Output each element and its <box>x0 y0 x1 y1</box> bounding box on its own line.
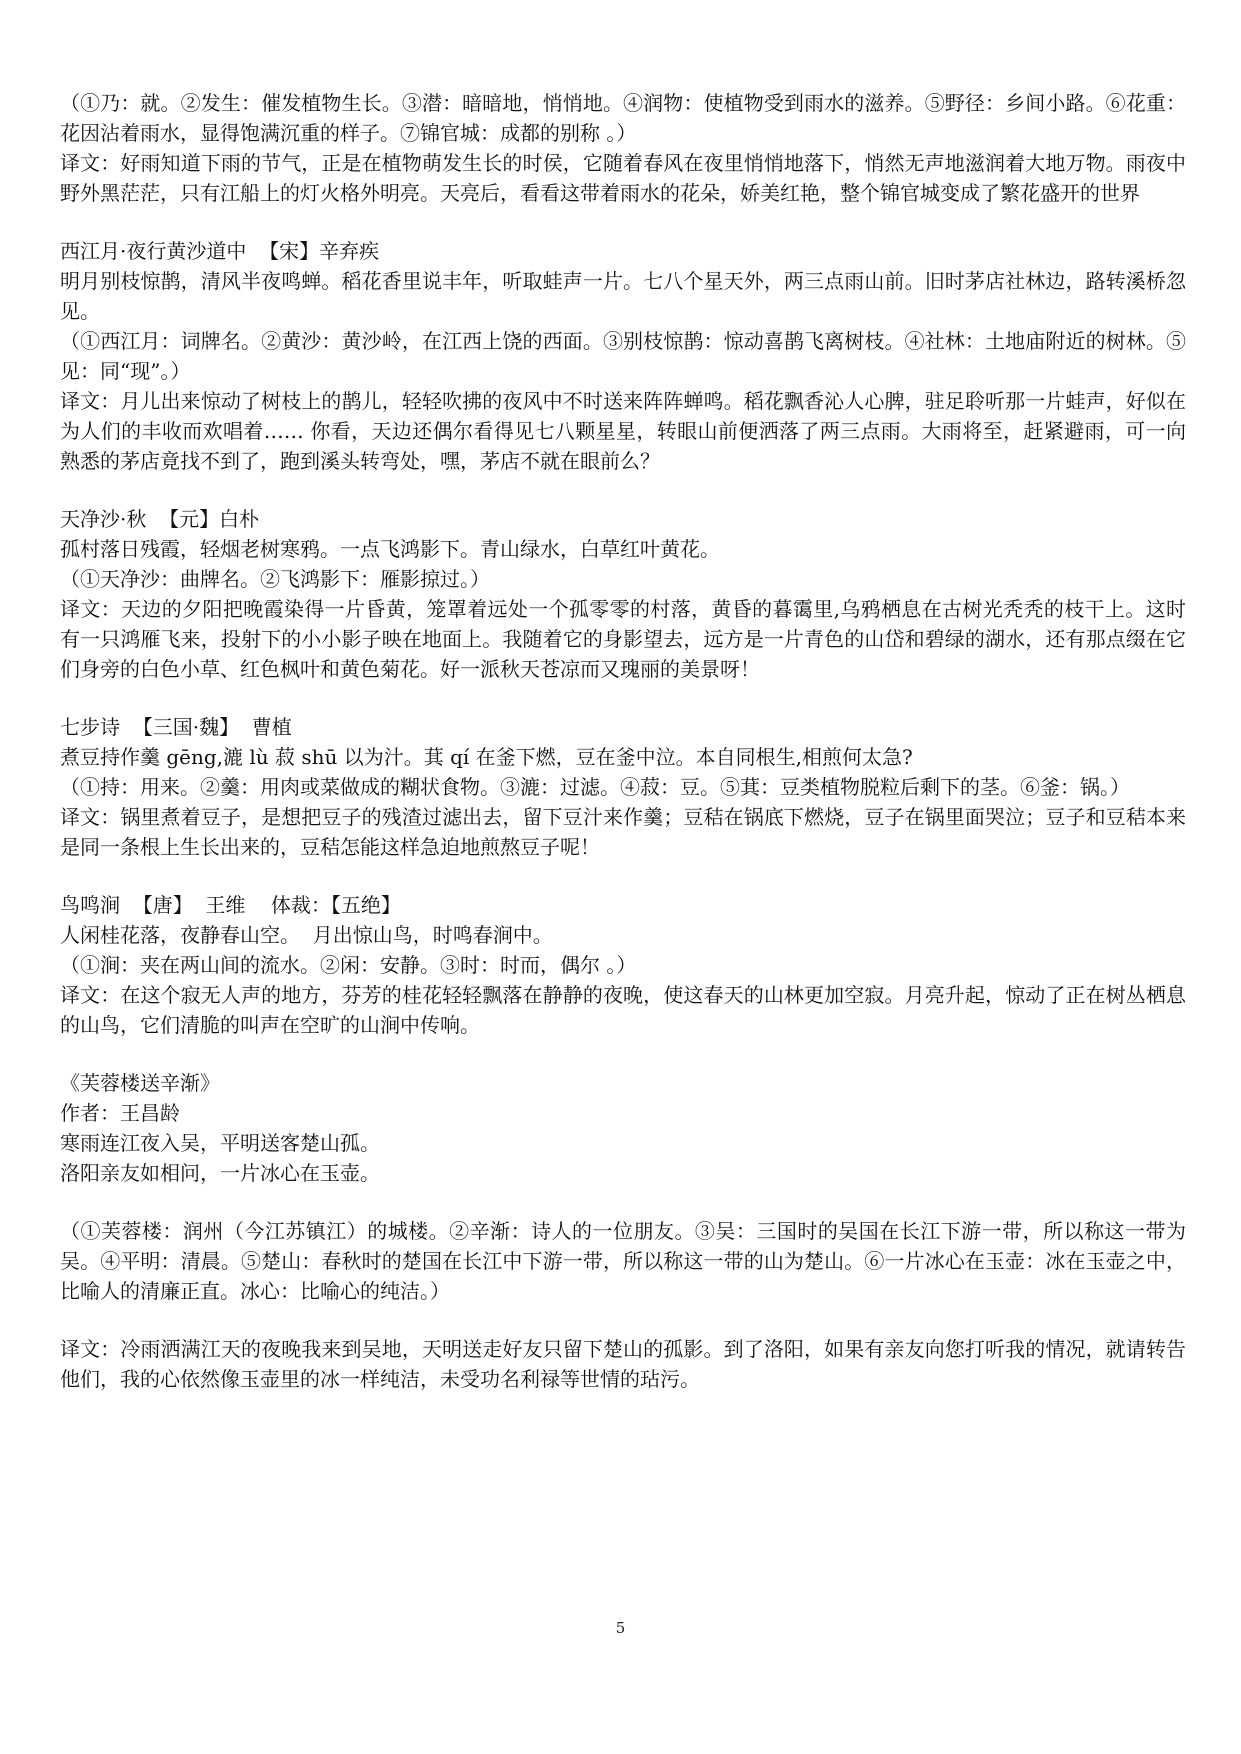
section5-title: 鸟鸣涧 【唐】 王维 体裁：【五绝】 <box>60 893 401 917</box>
spacer <box>60 476 1186 504</box>
section3-title: 天净沙·秋 【元】白朴 <box>60 507 260 531</box>
section1-notes: （①乃：就。②发生：催发植物生长。③潜：暗暗地，悄悄地。④润物：使植物受到雨水的滋养。⑤野径：乡间小路。⑥花重：花因沾着雨水，显得饱满沉重的样子。⑦锦官城：成都的别称 。） <box>60 91 1186 145</box>
section4-poem: 煮豆持作羹 gēng,漉 lù 菽 shū 以为汁。萁 qí 在釜下燃，豆在釜中泣。本自同根生,相煎何太急? <box>60 745 913 769</box>
section2-notes: （①西江月：词牌名。②黄沙：黄沙岭，在江西上饶的西面。③别枝惊鹊：惊动喜鹊飞离树枝。④社林：土地庙附近的树林。⑤见：同“现”。） <box>60 329 1186 383</box>
section6-poem-line1: 寒雨连江夜入吴，平明送客楚山孤。 <box>60 1131 380 1155</box>
section5-poem: 人闲桂花落，夜静春山空。 月出惊山鸟，时鸣春涧中。 <box>60 923 553 947</box>
section5-notes: （①涧：夹在两山间的流水。②闲：安静。③时：时而，偶尔 。） <box>60 953 637 977</box>
section3-poem: 孤村落日残霞，轻烟老树寒鸦。一点飞鸿影下。青山绿水，白草红叶黄花。 <box>60 537 720 561</box>
section4-title: 七步诗 【三国·魏】 曹植 <box>60 715 292 739</box>
section1-translation: 译文：好雨知道下雨的节气，正是在植物萌发生长的时侯，它随着春风在夜里悄悄地落下，悄然无声地滋润着大地万物。雨夜中野外黑茫茫，只有江船上的灯火格外明亮。天亮后，看看这带着雨水的花朵，娇美红艳，整个锦官城变成了繁花盛开的世界 <box>60 151 1186 205</box>
section6-author: 作者：王昌龄 <box>60 1101 180 1125</box>
section2-translation: 译文：月儿出来惊动了树枝上的鹊儿，轻轻吹拂的夜风中不时送来阵阵蝉鸣。稻花飘香沁人心脾，驻足聆听那一片蛙声，好似在为人们的丰收而欢唱着…… 你看，天边还偶尔看得见七八颗星星，转眼山前便洒落了两三点雨。大雨将至，赶紧避雨，可一向熟悉的茅店竟找不到了，跑到溪头转弯处，嘿，茅店不就在眼前么？ <box>60 389 1186 473</box>
section6-poem-line2: 洛阳亲友如相问，一片冰心在玉壶。 <box>60 1161 380 1185</box>
section6-translation: 译文：冷雨洒满江天的夜晚我来到吴地，天明送走好友只留下楚山的孤影。到了洛阳，如果有亲友向您打听我的情况，就请转告他们，我的心依然像玉壶里的冰一样纯洁，未受功名利禄等世情的玷污。 <box>60 1337 1186 1391</box>
spacer <box>60 684 1186 712</box>
section4-translation: 译文：锅里煮着豆子，是想把豆子的残渣过滤出去，留下豆汁来作羹；豆秸在锅底下燃烧，豆子在锅里面哭泣；豆子和豆秸本来是同一条根上生长出来的，豆秸怎能这样急迫地煎熬豆子呢！ <box>60 805 1186 859</box>
section2-title: 西江月·夜行黄沙道中 【宋】辛弃疾 <box>60 239 380 263</box>
section6-title: 《芙蓉楼送辛渐》 <box>60 1071 220 1095</box>
section3-translation: 译文：天边的夕阳把晚霞染得一片昏黄，笼罩着远处一个孤零零的村落，黄昏的暮霭里,乌鸦栖息在古树光秃秃的枝干上。这时有一只鸿雁飞来，投射下的小小影子映在地面上。我随着它的身影望去，远方是一片青色的山岱和碧绿的湖水，还有那点缀在它们身旁的白色小草、红色枫叶和黄色菊花。好一派秋天苍凉而又瑰丽的美景呀！ <box>60 597 1186 681</box>
spacer <box>60 208 1186 236</box>
section4-notes: （①持：用来。②羹：用肉或菜做成的糊状食物。③漉：过滤。④菽：豆。⑤萁：豆类植物脱粒后剩下的茎。⑥釜：锅。） <box>60 775 1130 799</box>
spacer <box>60 1306 1186 1334</box>
page-number: 5 <box>615 1619 626 1637</box>
spacer <box>60 1188 1186 1216</box>
section6-notes: （①芙蓉楼：润州（今江苏镇江）的城楼。②辛渐：诗人的一位朋友。③吴：三国时的吴国在长江下游一带，所以称这一带为吴。④平明：清晨。⑤楚山：春秋时的楚国在长江中下游一带，所以称这一带的山为楚山。⑥一片冰心在玉壶：冰在玉壶之中，比喻人的清廉正直。冰心：比喻心的纯洁。） <box>60 1219 1186 1303</box>
section2-poem: 明月别枝惊鹊，清风半夜鸣蝉。稻花香里说丰年，听取蛙声一片。七八个星天外，两三点雨山前。旧时茅店社林边，路转溪桥忽见。 <box>60 269 1186 323</box>
spacer <box>60 862 1186 890</box>
section5-translation: 译文：在这个寂无人声的地方，芬芳的桂花轻轻飘落在静静的夜晚，使这春天的山林更加空寂。月亮升起，惊动了正在树丛栖息的山鸟，它们清脆的叫声在空旷的山涧中传响。 <box>60 983 1186 1037</box>
spacer <box>60 1040 1186 1068</box>
section3-notes: （①天净沙：曲牌名。②飞鸿影下：雁影掠过。） <box>60 567 490 591</box>
